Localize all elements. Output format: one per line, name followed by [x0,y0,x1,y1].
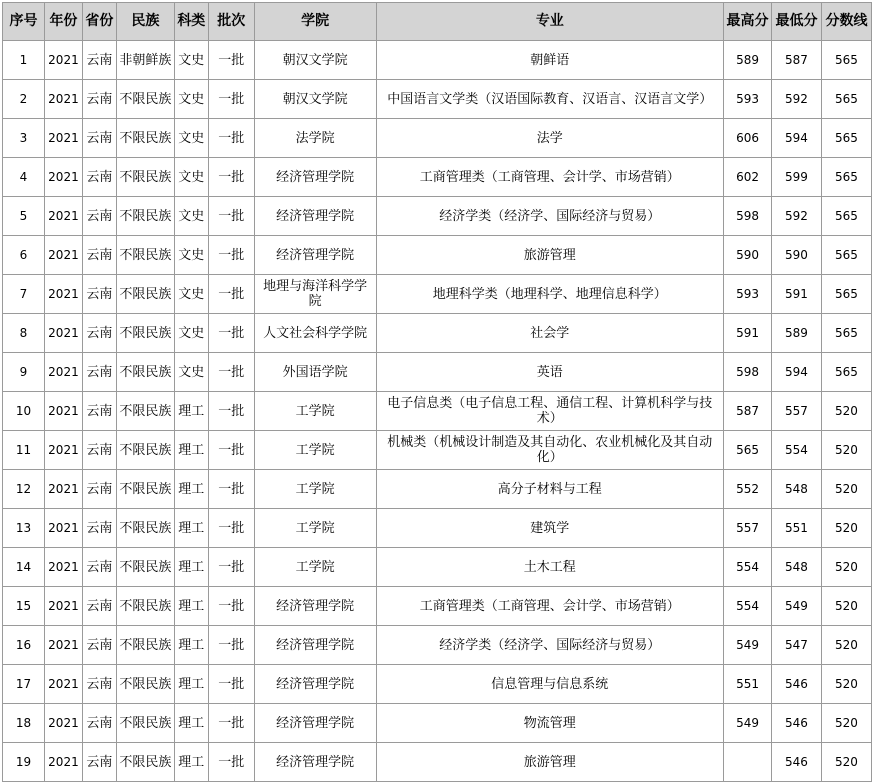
cell-year: 2021 [44,548,82,587]
cell-year: 2021 [44,470,82,509]
cell-college: 地理与海洋科学学院 [254,275,376,314]
cell-batch: 一批 [208,587,254,626]
header-cutoff-line: 分数线 [821,3,871,41]
cell-max-score: 565 [724,431,772,470]
cell-college: 经济管理学院 [254,587,376,626]
cell-max-score: 554 [724,587,772,626]
cell-cutoff-line: 520 [821,704,871,743]
header-category: 科类 [174,3,208,41]
cell-max-score: 552 [724,470,772,509]
cell-seq: 4 [3,158,45,197]
cell-ethnicity: 不限民族 [116,236,174,275]
table-row [3,743,872,782]
cell-province: 云南 [82,158,116,197]
cell-max-score: 557 [724,509,772,548]
cell-category: 理工 [174,587,208,626]
table-row [3,119,872,158]
cell-category: 文史 [174,353,208,392]
cell-min-score: 587 [772,41,822,80]
cell-seq: 2 [3,80,45,119]
cell-ethnicity: 不限民族 [116,587,174,626]
table-row [3,80,872,119]
cell-province: 云南 [82,119,116,158]
cell-batch: 一批 [208,314,254,353]
cell-category: 理工 [174,431,208,470]
cell-college: 工学院 [254,392,376,431]
cell-college: 经济管理学院 [254,236,376,275]
cell-major: 土木工程 [376,548,723,587]
cell-seq: 14 [3,548,45,587]
cell-year: 2021 [44,80,82,119]
cell-major: 机械类（机械设计制造及其自动化、农业机械化及其自动化） [376,431,723,470]
cell-max-score: 598 [724,353,772,392]
cell-max-score [724,743,772,782]
cell-year: 2021 [44,353,82,392]
cell-seq: 5 [3,197,45,236]
cell-seq: 12 [3,470,45,509]
cell-province: 云南 [82,236,116,275]
cell-batch: 一批 [208,392,254,431]
cell-year: 2021 [44,314,82,353]
cell-min-score: 547 [772,626,822,665]
cell-cutoff-line: 565 [821,119,871,158]
cell-category: 理工 [174,743,208,782]
cell-year: 2021 [44,665,82,704]
cell-seq: 16 [3,626,45,665]
cell-cutoff-line: 565 [821,353,871,392]
cell-category: 文史 [174,314,208,353]
cell-ethnicity: 不限民族 [116,626,174,665]
cell-max-score: 549 [724,704,772,743]
cell-cutoff-line: 520 [821,743,871,782]
cell-major: 物流管理 [376,704,723,743]
cell-category: 文史 [174,158,208,197]
cell-cutoff-line: 565 [821,275,871,314]
cell-category: 文史 [174,41,208,80]
cell-year: 2021 [44,743,82,782]
cell-max-score: 593 [724,80,772,119]
cell-batch: 一批 [208,158,254,197]
cell-category: 理工 [174,626,208,665]
cell-batch: 一批 [208,626,254,665]
cell-ethnicity: 不限民族 [116,353,174,392]
cell-ethnicity: 不限民族 [116,704,174,743]
cell-province: 云南 [82,275,116,314]
cell-ethnicity: 不限民族 [116,197,174,236]
cell-cutoff-line: 565 [821,236,871,275]
cell-major: 旅游管理 [376,743,723,782]
cell-ethnicity: 不限民族 [116,119,174,158]
cell-year: 2021 [44,41,82,80]
cell-college: 经济管理学院 [254,158,376,197]
cell-batch: 一批 [208,665,254,704]
table-row [3,704,872,743]
cell-min-score: 557 [772,392,822,431]
cell-batch: 一批 [208,431,254,470]
cell-batch: 一批 [208,236,254,275]
cell-college: 法学院 [254,119,376,158]
cell-ethnicity: 非朝鲜族 [116,41,174,80]
cell-major: 经济学类（经济学、国际经济与贸易） [376,197,723,236]
cell-province: 云南 [82,704,116,743]
header-major: 专业 [376,3,723,41]
table-row [3,392,872,431]
cell-min-score: 594 [772,353,822,392]
cell-ethnicity: 不限民族 [116,548,174,587]
cell-seq: 18 [3,704,45,743]
cell-batch: 一批 [208,743,254,782]
cell-major: 信息管理与信息系统 [376,665,723,704]
cell-min-score: 599 [772,158,822,197]
cell-college: 经济管理学院 [254,197,376,236]
cell-cutoff-line: 520 [821,470,871,509]
cell-max-score: 554 [724,548,772,587]
cell-batch: 一批 [208,41,254,80]
cell-min-score: 592 [772,80,822,119]
cell-max-score: 606 [724,119,772,158]
cell-seq: 6 [3,236,45,275]
cell-province: 云南 [82,353,116,392]
cell-batch: 一批 [208,353,254,392]
cell-major: 工商管理类（工商管理、会计学、市场营销） [376,158,723,197]
cell-ethnicity: 不限民族 [116,158,174,197]
cell-seq: 19 [3,743,45,782]
cell-college: 经济管理学院 [254,743,376,782]
table-row [3,587,872,626]
cell-major: 电子信息类（电子信息工程、通信工程、计算机科学与技术） [376,392,723,431]
cell-year: 2021 [44,158,82,197]
cell-cutoff-line: 520 [821,392,871,431]
cell-year: 2021 [44,704,82,743]
cell-college: 工学院 [254,509,376,548]
cell-min-score: 589 [772,314,822,353]
cell-min-score: 548 [772,548,822,587]
cell-cutoff-line: 565 [821,80,871,119]
cell-min-score: 594 [772,119,822,158]
table-row [3,41,872,80]
cell-ethnicity: 不限民族 [116,275,174,314]
cell-cutoff-line: 520 [821,509,871,548]
cell-batch: 一批 [208,275,254,314]
table-row [3,626,872,665]
cell-max-score: 591 [724,314,772,353]
cell-seq: 8 [3,314,45,353]
table-row [3,158,872,197]
cell-major: 地理科学类（地理科学、地理信息科学） [376,275,723,314]
table-row [3,314,872,353]
cell-min-score: 554 [772,431,822,470]
header-batch: 批次 [208,3,254,41]
cell-year: 2021 [44,509,82,548]
cell-category: 理工 [174,704,208,743]
cell-major: 高分子材料与工程 [376,470,723,509]
cell-min-score: 546 [772,704,822,743]
cell-batch: 一批 [208,119,254,158]
cell-min-score: 549 [772,587,822,626]
cell-college: 经济管理学院 [254,704,376,743]
table-row [3,275,872,314]
cell-cutoff-line: 565 [821,158,871,197]
cell-year: 2021 [44,275,82,314]
cell-year: 2021 [44,197,82,236]
table-row [3,665,872,704]
cell-min-score: 546 [772,743,822,782]
table-row [3,353,872,392]
cell-batch: 一批 [208,80,254,119]
cell-college: 外国语学院 [254,353,376,392]
cell-max-score: 549 [724,626,772,665]
cell-batch: 一批 [208,704,254,743]
cell-province: 云南 [82,314,116,353]
cell-min-score: 591 [772,275,822,314]
cell-year: 2021 [44,587,82,626]
cell-batch: 一批 [208,509,254,548]
cell-year: 2021 [44,119,82,158]
cell-min-score: 590 [772,236,822,275]
cell-cutoff-line: 520 [821,431,871,470]
cell-category: 文史 [174,236,208,275]
cell-province: 云南 [82,743,116,782]
cell-seq: 9 [3,353,45,392]
cell-year: 2021 [44,626,82,665]
cell-category: 理工 [174,392,208,431]
cell-min-score: 548 [772,470,822,509]
cell-college: 经济管理学院 [254,665,376,704]
cell-province: 云南 [82,41,116,80]
header-max-score: 最高分 [724,3,772,41]
cell-college: 经济管理学院 [254,626,376,665]
table-row [3,236,872,275]
cell-province: 云南 [82,665,116,704]
cell-category: 文史 [174,275,208,314]
cell-ethnicity: 不限民族 [116,470,174,509]
cell-max-score: 602 [724,158,772,197]
cell-cutoff-line: 565 [821,314,871,353]
cell-batch: 一批 [208,470,254,509]
cell-college: 工学院 [254,470,376,509]
table-row [3,548,872,587]
cell-cutoff-line: 565 [821,41,871,80]
cell-major: 旅游管理 [376,236,723,275]
cell-province: 云南 [82,626,116,665]
header-row [3,3,872,41]
cell-category: 文史 [174,197,208,236]
cell-ethnicity: 不限民族 [116,509,174,548]
cell-min-score: 546 [772,665,822,704]
cell-year: 2021 [44,431,82,470]
cell-batch: 一批 [208,197,254,236]
cell-cutoff-line: 520 [821,665,871,704]
cell-seq: 13 [3,509,45,548]
header-province: 省份 [82,3,116,41]
cell-max-score: 551 [724,665,772,704]
cell-category: 理工 [174,665,208,704]
cell-category: 理工 [174,509,208,548]
cell-major: 建筑学 [376,509,723,548]
cell-max-score: 589 [724,41,772,80]
cell-province: 云南 [82,587,116,626]
cell-max-score: 590 [724,236,772,275]
cell-max-score: 598 [724,197,772,236]
cell-ethnicity: 不限民族 [116,392,174,431]
cell-seq: 7 [3,275,45,314]
cell-cutoff-line: 520 [821,587,871,626]
cell-cutoff-line: 520 [821,626,871,665]
cell-seq: 1 [3,41,45,80]
cell-seq: 11 [3,431,45,470]
cell-province: 云南 [82,197,116,236]
cell-ethnicity: 不限民族 [116,80,174,119]
cell-batch: 一批 [208,548,254,587]
cell-ethnicity: 不限民族 [116,431,174,470]
cell-category: 理工 [174,548,208,587]
header-year: 年份 [44,3,82,41]
header-college: 学院 [254,3,376,41]
cell-category: 文史 [174,80,208,119]
cell-max-score: 593 [724,275,772,314]
cell-ethnicity: 不限民族 [116,665,174,704]
cell-major: 经济学类（经济学、国际经济与贸易） [376,626,723,665]
cell-min-score: 551 [772,509,822,548]
cell-province: 云南 [82,509,116,548]
cell-year: 2021 [44,236,82,275]
cell-province: 云南 [82,392,116,431]
cell-major: 法学 [376,119,723,158]
cell-college: 朝汉文学院 [254,41,376,80]
cell-cutoff-line: 565 [821,197,871,236]
cell-seq: 10 [3,392,45,431]
cell-year: 2021 [44,392,82,431]
table-row [3,470,872,509]
cell-province: 云南 [82,548,116,587]
cell-province: 云南 [82,431,116,470]
cell-category: 理工 [174,470,208,509]
header-seq: 序号 [3,3,45,41]
admission-scores-table [2,2,872,782]
cell-max-score: 587 [724,392,772,431]
cell-province: 云南 [82,470,116,509]
cell-cutoff-line: 520 [821,548,871,587]
cell-college: 工学院 [254,548,376,587]
cell-major: 中国语言文学类（汉语国际教育、汉语言、汉语言文学） [376,80,723,119]
cell-min-score: 592 [772,197,822,236]
cell-province: 云南 [82,80,116,119]
cell-major: 工商管理类（工商管理、会计学、市场营销） [376,587,723,626]
header-ethnicity: 民族 [116,3,174,41]
cell-major: 朝鲜语 [376,41,723,80]
table-row [3,197,872,236]
cell-ethnicity: 不限民族 [116,314,174,353]
cell-seq: 15 [3,587,45,626]
cell-college: 工学院 [254,431,376,470]
table-row [3,509,872,548]
cell-seq: 3 [3,119,45,158]
cell-college: 朝汉文学院 [254,80,376,119]
cell-category: 文史 [174,119,208,158]
cell-college: 人文社会科学学院 [254,314,376,353]
cell-ethnicity: 不限民族 [116,743,174,782]
cell-major: 英语 [376,353,723,392]
cell-seq: 17 [3,665,45,704]
header-min-score: 最低分 [772,3,822,41]
cell-major: 社会学 [376,314,723,353]
table-row [3,431,872,470]
